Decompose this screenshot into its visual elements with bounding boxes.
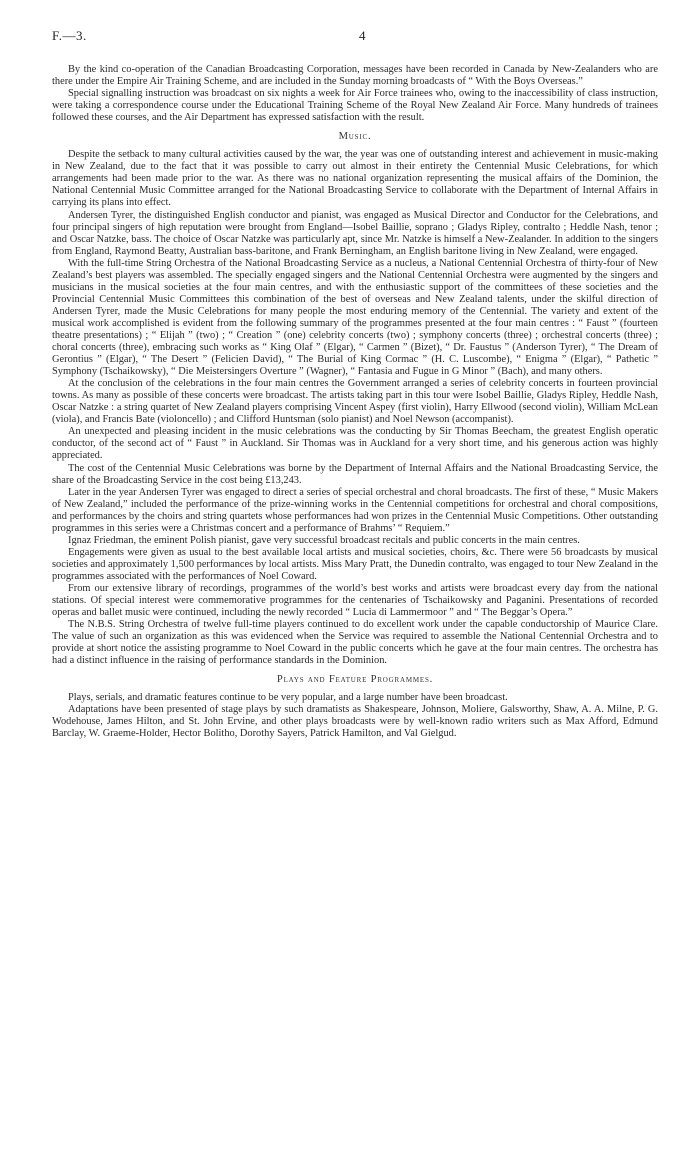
paragraph-intro-2: Special signalling instruction was broadcast on six nights a week for Air Force trainees who, owing to the inaccessibility of class instruction, were taking a correspondence course under the Educational Training Scheme of the Royal New Zealand Air Force. Many hundreds of trainees followed these courses, and the Air Department has expressed satisfaction with the result. — [52, 88, 658, 124]
paragraph-plays-2: Adaptations have been presented of stage plays by such dramatists as Shakespeare, Johnson, Moliere, Galsworthy, Shaw, A. A. Milne, P. G. Wodehouse, James Hilton, and St. John Ervine, and other plays broadcasts were by well-known radio writers such as Max Afford, Edmund Barclay, W. Graeme-Holder, Hector Bolitho, Dorothy Sayers, Patrick Hamilton, and Val Gielgud. — [52, 704, 658, 740]
paragraph-music-6: The cost of the Centennial Music Celebrations was borne by the Department of Internal Affairs and the National Broadcasting Service, the share of the Broadcasting Service in the cost being £13,243. — [52, 462, 658, 486]
paragraph-music-4: At the conclusion of the celebrations in the four main centres the Government arranged a series of celebrity concerts in fourteen provincial towns. As many as possible of these concerts were broadcast. The artists taking part in this tour were Isobel Baillie, Gladys Ripley, Heddle Nash, Oscar Natzke : a string quartet of New Zealand players comprising Vincent Aspey (first violin), Harry Ellwood (second violin), William McLean (viola), and Francis Bate (violoncello) ; and Clifford Huntsman (solo pianist) and Noel Newson (accompanist). — [52, 378, 658, 426]
section-heading-music: Music. — [338, 131, 372, 143]
paragraph-music-11: The N.B.S. String Orchestra of twelve full-time players continued to do excellent work under the capable conductorship of Maurice Clare. The value of such an organization as this was evidenced when the Service was required to assemble the National Centennial Orchestra and to provide at short notice the assisting programme to Noel Coward in the public concerts which he gave at the four main centres. The orchestra has had a distinct influence in the raising of performance standards in the Dominion. — [52, 619, 658, 667]
paragraph-plays-1: Plays, serials, and dramatic features continue to be very popular, and a large number have been broadcast. — [68, 692, 508, 704]
section-heading-plays: Plays and Feature Programmes. — [276, 674, 434, 686]
page-number: 4 — [359, 28, 366, 43]
paragraph-music-1: Despite the setback to many cultural activities caused by the war, the year was one of outstanding interest and achievement in music-making in New Zealand, due to the fact that it was possible to carry out almost in their entirety the Centennial Music Celebrations, for which arrangements had been made prior to the war. As there was no national organization representing the musical affairs of the Dominion, the National Centennial Music Committee arranged for the National Broadcasting Service to collaborate with the Department of Internal Affairs in carrying its plans into effect. — [52, 149, 658, 209]
paragraph-music-10: From our extensive library of recordings, programmes of the world’s best works and artists were broadcast every day from the national stations. Of special interest were commemorative programmes for the centenaries of Tschaikowsky and Paganini. Presentations of recorded operas and ballet music were continued, including the newly recorded “ Lucia di Lammermoor ” and “ The Beggar’s Opera.” — [52, 582, 658, 619]
paragraph-music-3: With the full-time String Orchestra of the National Broadcasting Service as a nucleus, a National Centennial Orchestra of thirty-four of New Zealand’s best players was assembled. The specially engaged singers and the National Centennial Orchestra were augmented by the singers and musicians in the musical societies at the four main centres, and with the enthusiastic support of the committees of these societies and the Provincial Centennial Music Committees this combination of the best of overseas and New Zealand talents, under the skilful direction of Andersen Tyrer, made the Music Celebrations for many people the most enduring memory of the Centennial. The variety and extent of the musical work accomplished is evident from the following summary of the programmes presented at the four main centres : “ Faust ” (fourteen theatre presentations) ; “ Elijah ” (two) ; “ Creation ” (one) celebrity concerts (two) ; symphony concerts (three) ; orchestral concerts (three) ; choral concerts (three), embracing such works as “ King Olaf ” (Elgar), “ Carmen ” (Bizet), “ Dr. Faustus ” (Anderson Tyrer), “ The Dream of Gerontius ” (Elgar), “ The Desert ” (Felicien David), “ The Burial of King Cormac ” (H. C. Luscombe), “ Enigma ” (Elgar), “ Pathetic ” Symphony (Tschaikowsky), “ Die Meistersingers Overture ” (Wagner), “ Fantasia and Fugue in G Minor ” (Bach), and many others. — [52, 257, 658, 378]
paragraph-music-9: Engagements were given as usual to the best available local artists and musical societies, choirs, &c. There were 56 broadcasts by musical societies and approximately 1,500 performances by local artists. Miss Mary Pratt, the Dunedin contralto, was engaged to tour New Zealand in the programmes associated with the performances of Noel Coward. — [52, 546, 658, 582]
paragraph-music-5: An unexpected and pleasing incident in the music celebrations was the conducting by Sir Thomas Beecham, the greatest English operatic conductor, of the second act of “ Faust ” in Auckland. Sir Thomas was in Auckland for a very short time, and his generous action was highly appreciated. — [52, 426, 658, 462]
paragraph-intro-1: By the kind co-operation of the Canadian Broadcasting Corporation, messages have been recorded in Canada by New-Zealanders who are there under the Empire Air Training Scheme, and are included in the Sunday morning broadcasts of “ With the Boys Overseas.” — [52, 64, 658, 88]
page-header — [52, 30, 658, 64]
paragraph-music-2: Andersen Tyrer, the distinguished English conductor and pianist, was engaged as Musical Director and Conductor for the Celebrations, and four principal singers of high reputation were brought from England—Isobel Baillie, soprano ; Gladys Ripley, contralto ; Heddle Nash, tenor ; and Oscar Natzke, bass. The choice of Oscar Natzke was particularly apt, since Mr. Natzke is himself a New-Zealander. In addition to the singers from England, Raymond Beatty, Australian bass-baritone, and Frank Berningham, an English baritone living in New Zealand, were engaged. — [52, 209, 658, 257]
paragraph-music-8: Ignaz Friedman, the eminent Polish pianist, gave very successful broadcast recitals and public concerts in the main centres. — [68, 534, 580, 546]
page-reference: F.—3. — [52, 28, 87, 43]
paragraph-music-7: Later in the year Andersen Tyrer was engaged to direct a series of special orchestral and choral broadcasts. The first of these, “ Music Makers of New Zealand,” included the performance of the prize-winning works in the Centennial competitions for orchestral and choral compositions, and performances by the choirs and string quartets whose performances had won prizes in the Centennial Music Competitions. Other outstanding programmes in this series were a Christmas concert and a performance of Brahms’ “ Requiem.” — [52, 486, 658, 534]
